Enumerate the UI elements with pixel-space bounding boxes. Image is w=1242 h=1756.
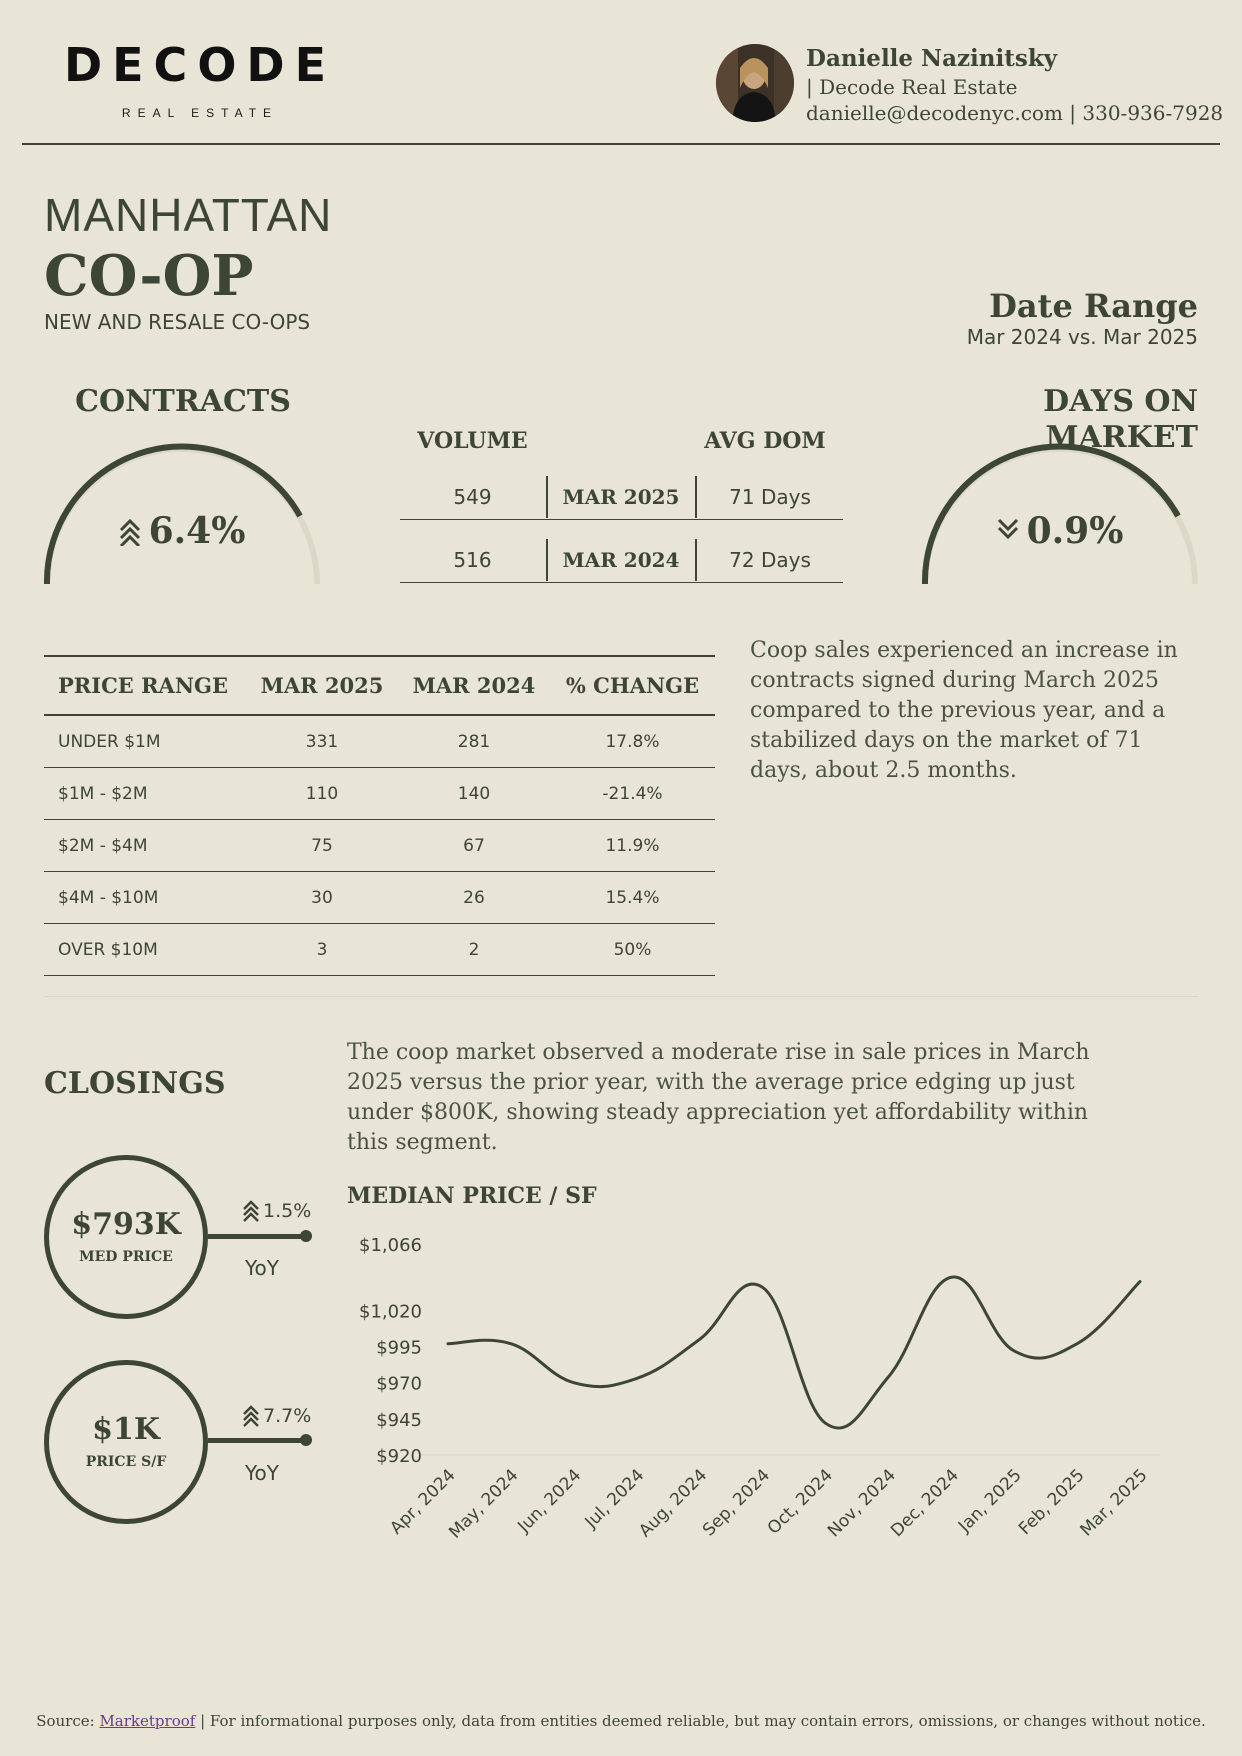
date-range-label: Date Range	[989, 287, 1198, 325]
y-tick-label: $945	[376, 1409, 422, 1431]
source-link[interactable]: Marketproof	[99, 1712, 196, 1730]
x-tick-label: May, 2024	[445, 1465, 523, 1543]
cell-range: UNDER $1M	[58, 731, 161, 752]
price-sf-change	[243, 1405, 311, 1427]
x-tick-label: Jun, 2024	[514, 1465, 586, 1537]
report-city: MANHATTAN	[44, 189, 333, 241]
cell-change: 17.8%	[605, 731, 660, 752]
logo-text: DECODE	[63, 44, 337, 86]
agent-avatar	[716, 44, 794, 122]
agent-name: Danielle Nazinitsky	[806, 45, 1058, 72]
y-axis-ticks	[359, 1235, 422, 1467]
avatar-photo	[716, 44, 794, 122]
cell-change: 11.9%	[605, 835, 660, 856]
agent-contact[interactable]: danielle@decodenyc.com | 330-936-7928	[806, 101, 1224, 125]
logo-subtitle: REAL ESTATE	[121, 106, 279, 120]
cell-range: $4M - $10M	[58, 887, 159, 908]
x-tick-label: Aug, 2024	[635, 1465, 712, 1542]
x-axis-ticks	[386, 1465, 1151, 1542]
volume-row	[400, 539, 843, 583]
dom-value: 72 Days	[729, 548, 811, 572]
report-subtitle: NEW AND RESALE CO-OPS	[44, 310, 311, 334]
closings-heading: CLOSINGS	[44, 1066, 226, 1101]
connector-dot	[300, 1230, 312, 1242]
header-pct-change: % CHANGE	[565, 673, 700, 698]
volume-row	[400, 476, 843, 520]
cell-mar-2025: 3	[316, 939, 328, 960]
table-row	[44, 872, 715, 924]
x-tick-label: Sep, 2024	[699, 1465, 775, 1541]
table-row	[44, 924, 715, 976]
agent-info	[806, 44, 1226, 126]
y-tick-label: $995	[376, 1337, 422, 1359]
cell-mar-2025: 30	[311, 887, 333, 908]
table-header-row	[44, 657, 715, 716]
cell-mar-2024: 281	[457, 731, 491, 752]
cell-range: $2M - $4M	[58, 835, 148, 856]
period-label: MAR 2025	[562, 485, 680, 509]
x-tick-label: Oct, 2024	[763, 1465, 837, 1539]
cell-mar-2025: 75	[311, 835, 333, 856]
contracts-gauge	[42, 440, 322, 590]
price-sf-value: $1K	[92, 1412, 160, 1447]
dom-value: 71 Days	[729, 485, 811, 509]
header-price-range: PRICE RANGE	[58, 673, 228, 698]
cell-mar-2024: 26	[463, 887, 485, 908]
avg-dom-header: AVG DOM	[704, 428, 826, 454]
x-tick-label: Mar, 2025	[1076, 1465, 1152, 1541]
dom-gauge	[920, 440, 1200, 590]
median-price-change	[243, 1200, 311, 1222]
contracts-summary: Coop sales experienced an increase in contracts signed during March 2025 compared to the previous year, and a stabilized days on the market of 71 days, about 2.5 months.	[750, 638, 1178, 783]
closings-summary: The coop market observed a moderate rise in sale prices in March 2025 versus the prior year, with the average price edging up just under $800K, showing steady appreciation yet affordability within this segment.	[347, 1040, 1090, 1155]
date-range-value: Mar 2024 vs. Mar 2025	[966, 325, 1198, 349]
median-price-change-value: 1.5%	[263, 1200, 312, 1222]
cell-mar-2024: 67	[463, 835, 485, 856]
logo-wordmark	[44, 44, 356, 86]
y-tick-label: $920	[376, 1446, 422, 1467]
x-tick-label: Apr, 2024	[386, 1465, 460, 1539]
table-row	[44, 820, 715, 872]
footer-prefix: Source:	[36, 1712, 100, 1730]
footer	[0, 1712, 1242, 1730]
median-price-circle	[44, 1155, 208, 1319]
x-tick-label: Feb, 2025	[1014, 1465, 1089, 1540]
double-chevron-up-icon	[243, 1405, 259, 1427]
cell-range: OVER $10M	[58, 939, 158, 960]
double-chevron-up-icon	[119, 516, 141, 546]
contracts-heading: CONTRACTS	[75, 384, 291, 419]
x-tick-label: Jan, 2025	[954, 1465, 1026, 1537]
cell-mar-2025: 110	[305, 783, 339, 804]
contracts-change-value: 6.4%	[148, 510, 246, 552]
x-tick-label: Jul, 2024	[581, 1465, 649, 1533]
cell-mar-2024: 140	[457, 783, 491, 804]
cell-range: $1M - $2M	[58, 783, 148, 804]
table-row	[44, 768, 715, 820]
period-label: MAR 2024	[562, 548, 680, 572]
median-price-label: MED PRICE	[79, 1249, 173, 1265]
median-price-period: YoY	[245, 1256, 280, 1280]
price-range-table	[44, 655, 715, 976]
dom-heading: DAYS ON MARKET	[1043, 384, 1198, 455]
section-divider	[44, 996, 1198, 997]
brand-logo	[44, 44, 356, 124]
header-mar-2025: MAR 2025	[260, 673, 384, 698]
volume-value: 549	[453, 485, 492, 509]
median-price-sf-chart	[340, 1220, 1180, 1560]
double-chevron-down-icon	[997, 516, 1019, 546]
metric-connector	[208, 1234, 304, 1239]
x-tick-label: Nov, 2024	[824, 1465, 900, 1542]
connector-dot	[300, 1434, 312, 1446]
volume-value: 516	[453, 548, 492, 572]
report-type: CO-OP	[44, 243, 254, 309]
series-line-median-price-sf	[448, 1277, 1140, 1428]
price-sf-change-value: 7.7%	[263, 1405, 312, 1427]
agent-company: | Decode Real Estate	[806, 75, 1018, 99]
y-tick-label: $1,066	[359, 1235, 422, 1256]
price-sf-period: YoY	[245, 1461, 280, 1485]
dom-change	[920, 510, 1200, 552]
price-sf-circle	[44, 1360, 208, 1524]
header-divider	[22, 143, 1220, 145]
chart-title: MEDIAN PRICE / SF	[347, 1183, 597, 1209]
dom-change-value: 0.9%	[1026, 510, 1124, 552]
contracts-change	[42, 510, 322, 552]
x-tick-label: Dec, 2024	[887, 1465, 963, 1542]
cell-mar-2024: 2	[468, 939, 480, 960]
cell-change: -21.4%	[602, 783, 663, 804]
header-mar-2024: MAR 2024	[412, 673, 536, 698]
median-price-value: $793K	[71, 1207, 181, 1242]
table-row	[44, 716, 715, 768]
y-tick-label: $1,020	[359, 1301, 422, 1323]
double-chevron-up-icon	[243, 1200, 259, 1222]
cell-mar-2025: 331	[305, 731, 339, 752]
volume-header: VOLUME	[417, 428, 528, 454]
cell-change: 15.4%	[605, 887, 660, 908]
footer-disclaimer: | For informational purposes only, data from entities deemed reliable, but may contain errors, omissions, or changes without notice.	[195, 1712, 1206, 1730]
cell-change: 50%	[613, 939, 652, 960]
metric-connector	[208, 1438, 304, 1443]
y-tick-label: $970	[376, 1373, 422, 1395]
price-sf-label: PRICE S/F	[85, 1454, 167, 1470]
